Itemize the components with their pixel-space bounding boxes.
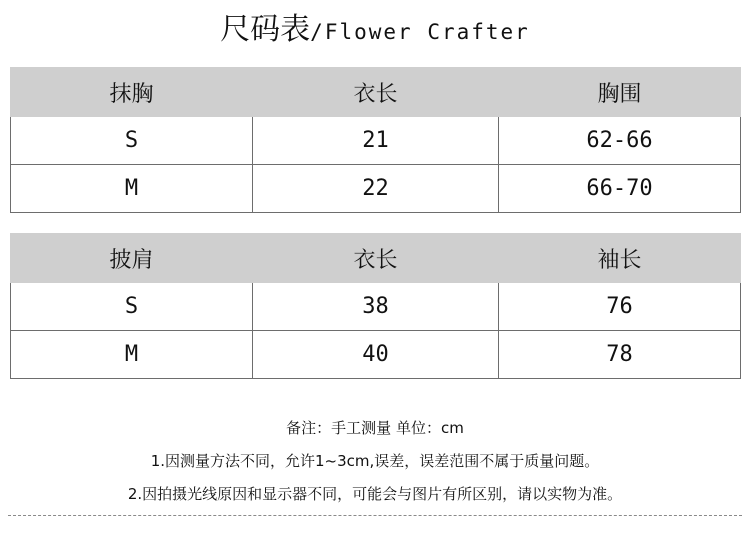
table-row — [11, 283, 741, 331]
value-cell: 22 — [253, 165, 499, 213]
value-cell: 66-70 — [499, 165, 741, 213]
table-header-row — [11, 234, 741, 283]
header-cell: 胸围 — [499, 68, 741, 117]
value-cell: 78 — [499, 331, 741, 379]
header-cell: 衣长 — [253, 234, 499, 283]
dashed-divider — [8, 515, 742, 516]
note-line-2: 2.因拍摄光线原因和显示器不同，可能会与图片有所区别，请以实物为准。 — [127, 485, 623, 503]
size-table-tube-top — [10, 67, 741, 213]
table-row — [11, 117, 741, 165]
page-title — [0, 8, 750, 54]
value-cell: 21 — [253, 117, 499, 165]
value-cell: 76 — [499, 283, 741, 331]
value-cell: 62-66 — [499, 117, 741, 165]
notes-heading: 备注：手工测量 单位：cm — [286, 419, 464, 437]
size-cell: M — [11, 331, 253, 379]
title-main: 尺码表 — [220, 12, 311, 47]
table-row — [11, 165, 741, 213]
size-cell: S — [11, 283, 253, 331]
header-cell: 袖长 — [499, 234, 741, 283]
header-cell: 披肩 — [11, 234, 253, 283]
size-cell: S — [11, 117, 253, 165]
note-line-1: 1.因测量方法不同，允许1~3cm,误差，误差范围不属于质量问题。 — [150, 452, 600, 470]
header-cell: 抹胸 — [11, 68, 253, 117]
size-cell: M — [11, 165, 253, 213]
size-table-shawl — [10, 233, 741, 379]
header-cell: 衣长 — [253, 68, 499, 117]
table-row — [11, 331, 741, 379]
title-brand: /Flower Crafter — [310, 20, 530, 44]
value-cell: 38 — [253, 283, 499, 331]
value-cell: 40 — [253, 331, 499, 379]
table-header-row — [11, 68, 741, 117]
